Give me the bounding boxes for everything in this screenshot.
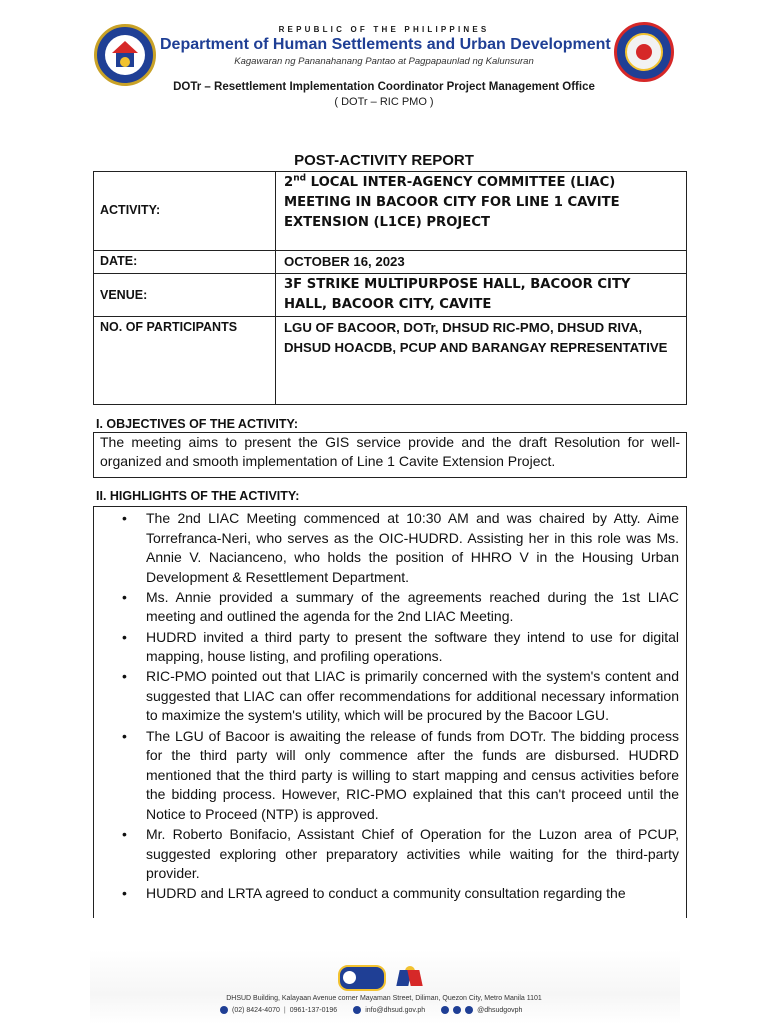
twitter-icon [465, 1006, 473, 1014]
highlights-heading: II. HIGHLIGHTS OF THE ACTIVITY: [96, 489, 300, 503]
objectives-text: The meeting aims to present the GIS service provide and the draft Resolution for well-organized and smooth implementation of Line 1 Cavite Extension Project. [93, 432, 687, 478]
footer-phone: (02) 8424-4070 [232, 1006, 280, 1014]
footer-address: DHSUD Building, Kalayaan Avenue corner Mayaman Street, Diliman, Quezon City, Metro Manila 1101 [226, 995, 542, 1002]
office-short-name: ( DOTr – RIC PMO ) [334, 96, 434, 108]
table-row [94, 172, 687, 251]
activity-ordinal-suffix: nd [293, 173, 307, 184]
department-filipino-name: Kagawaran ng Pananahanang Pantao at Pagpapaunlad ng Kalunsuran [234, 56, 534, 67]
bagong-pilipinas-logo [398, 966, 424, 988]
table-row [94, 251, 687, 274]
activity-value-text: LOCAL INTER-AGENCY COMMITTEE (LIAC) MEETING IN BACOOR CITY FOR LINE 1 CAVITE EXTENSION (L1CE) PROJECT [284, 175, 620, 230]
list-item: • Mr. Roberto Bonifacio, Assistant Chief of Operation for the Luzon area of PCUP, suggested exploring other preparatory activities while waiting for the third-party provider. [122, 825, 679, 884]
list-item: • HUDRD and LRTA agreed to conduct a community consultation regarding the [122, 884, 679, 904]
footer-separator: | [283, 1006, 286, 1014]
email-icon [353, 1006, 361, 1014]
highlights-box [93, 506, 687, 918]
republic-heading: REPUBLIC OF THE PHILIPPINES [278, 25, 490, 34]
activity-ordinal: 2 [284, 175, 294, 190]
date-label: DATE: [94, 251, 276, 274]
participants-label: NO. OF PARTICIPANTS [94, 317, 276, 405]
youtube-icon [453, 1006, 461, 1014]
list-item: • Ms. Annie provided a summary of the agreements reached during the 1st LIAC meeting and outlined the agenda for the 2nd LIAC Meeting. [122, 588, 679, 627]
department-name: Department of Human Settlements and Urban Development [160, 36, 611, 53]
participants-value: LGU OF BACOOR, DOTr, DHSUD RIC-PMO, DHSUD RIVA, DHSUD HOACDB, PCUP AND BARANGAY REPRESENTATIVE [276, 317, 687, 405]
highlights-list [122, 509, 679, 904]
list-item: • The LGU of Bacoor is awaiting the release of funds from DOTr. The bidding process for the third party will only commence after the funds are disbursed. HUDRD mentioned that the third party is willing to start mapping and census activities before the bidding process. However, RIC-PMO explained that this can't proceed until the Notice to Proceed (NTP) is approved. [122, 727, 679, 825]
activity-label: ACTIVITY: [94, 172, 276, 251]
list-item: • The 2nd LIAC Meeting commenced at 10:30 AM and was chaired by Atty. Aime Torrefranca-Neri, who serves as the OIC-HUDRD. Assisting her in this role was Ms. Annie V. Nacianceno, who holds the position of HHRO V in the Housing Urban Development & Resettlement Department. [122, 509, 679, 587]
list-item: • RIC-PMO pointed out that LIAC is primarily concerned with the system's content and suggested that LIAC can offer recommendations for additional necessary information to maximize the system's utility, which will be procured by the Bacoor LGU. [122, 667, 679, 726]
bagong-pilipinas-housing-logo [338, 965, 386, 991]
table-row [94, 317, 687, 405]
office-name: DOTr – Resettlement Implementation Coordinator Project Management Office [173, 81, 595, 93]
activity-value [276, 172, 687, 251]
list-item: • HUDRD invited a third party to present the software they intend to use for digital mapping, house listing, and profiling operations. [122, 628, 679, 667]
table-row [94, 274, 687, 317]
facebook-icon [441, 1006, 449, 1014]
footer-social: @dhsudgovph [477, 1006, 523, 1014]
venue-value: 3F STRIKE MULTIPURPOSE HALL, BACOOR CITY HALL, BACOOR CITY, CAVITE [276, 274, 687, 317]
activity-info-table [93, 171, 687, 405]
footer-mobile: 0961-137-0196 [289, 1006, 338, 1014]
date-value: OCTOBER 16, 2023 [276, 251, 687, 274]
footer-email: info@dhsud.gov.ph [365, 1006, 426, 1014]
objectives-heading: I. OBJECTIVES OF THE ACTIVITY: [96, 417, 299, 431]
venue-label: VENUE: [94, 274, 276, 317]
phone-icon [220, 1006, 228, 1014]
footer-contacts [220, 1006, 550, 1014]
report-title: POST-ACTIVITY REPORT [294, 152, 474, 169]
